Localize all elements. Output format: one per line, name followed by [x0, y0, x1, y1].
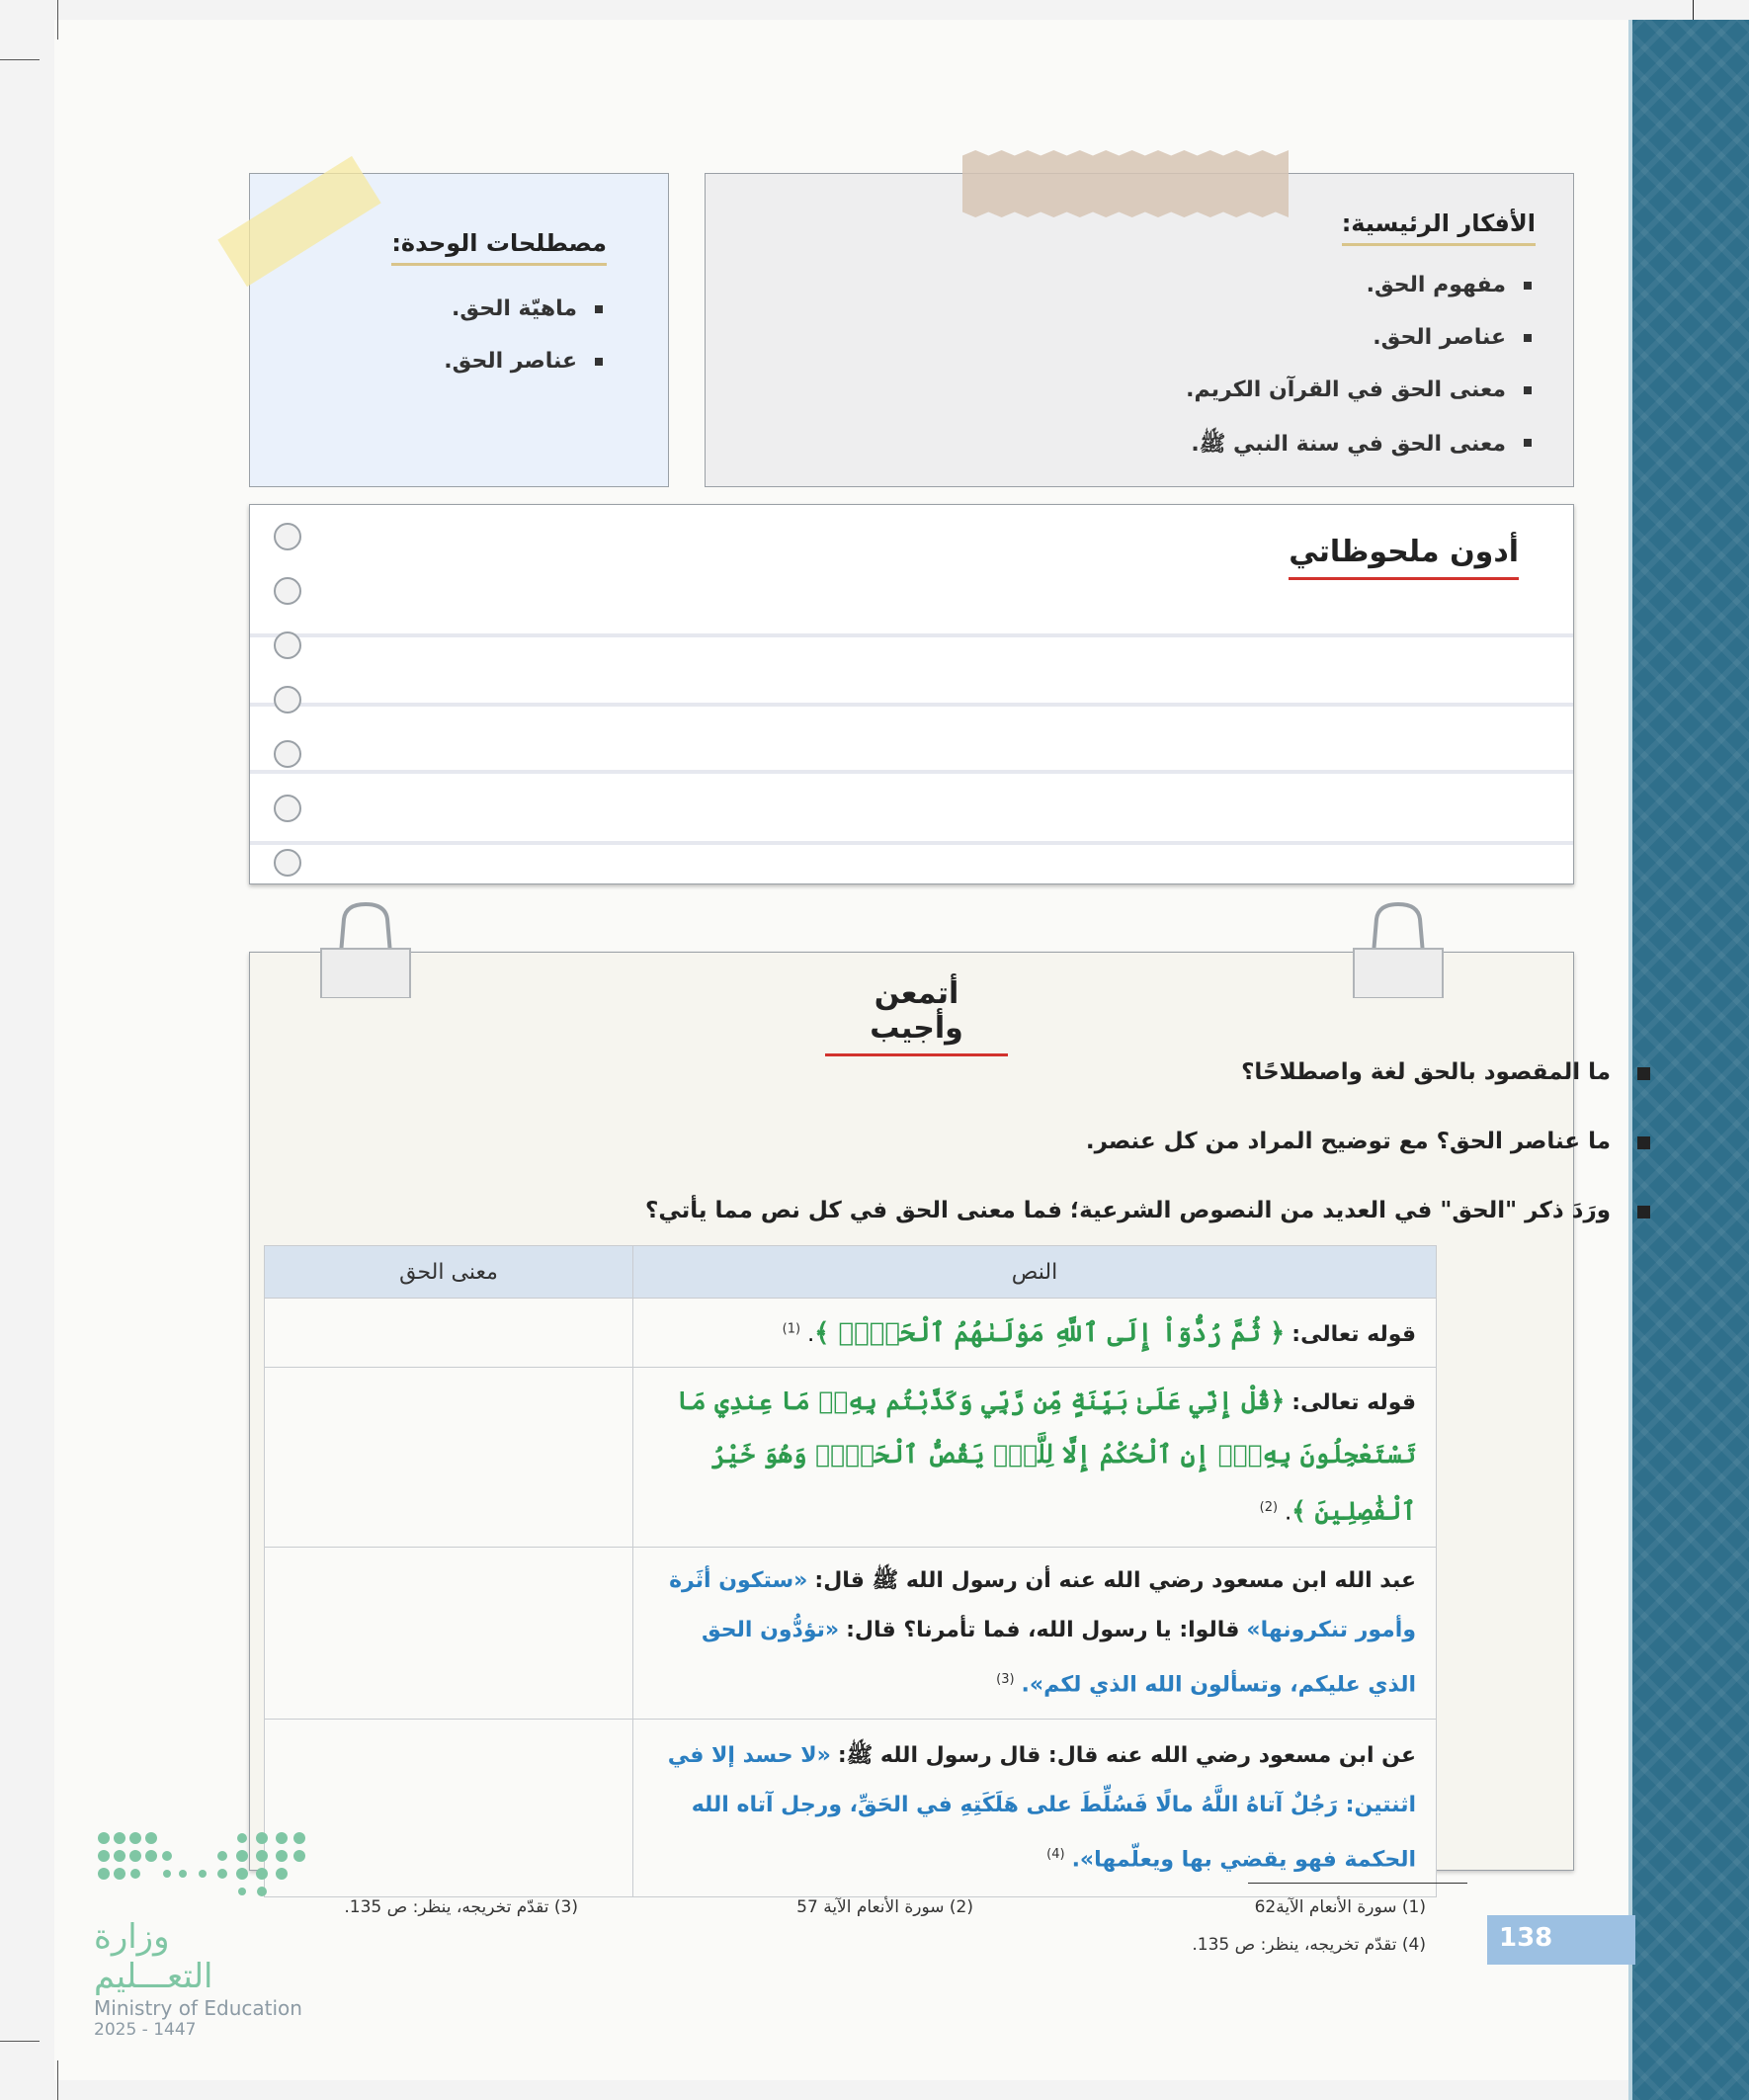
- binder-ring: [274, 523, 301, 550]
- quran-verse: ﴿ ثُمَّ رُدُّوٓاْ إِلَى ٱللَّهِ مَوْلَىٰهُمُ ٱلْحَقِّۚ ﴾: [814, 1317, 1286, 1348]
- unit-terms-box: [249, 173, 669, 487]
- page-number: 138: [1499, 1923, 1553, 1953]
- header-text: النص: [633, 1246, 1437, 1299]
- crop-mark: [57, 0, 58, 40]
- main-ideas-title: الأفكار الرئيسية:: [1342, 210, 1536, 246]
- main-ideas-box: [705, 173, 1574, 487]
- answer-cell[interactable]: [265, 1368, 633, 1548]
- binder-clip: [316, 899, 415, 998]
- notes-box[interactable]: [249, 504, 1574, 884]
- hadith-quote: «ستكون أثَرة وأمور تنكرونها»: [669, 1568, 1416, 1643]
- crop-mark: [0, 59, 40, 60]
- list-item: عناصر الحق.: [444, 349, 607, 374]
- table-row: [265, 1299, 1437, 1368]
- footnote-divider: [1248, 1883, 1467, 1884]
- table-row: [265, 1548, 1437, 1720]
- footnote-2: (2) سورة الأنعام الآية 57: [796, 1897, 973, 1917]
- note-line: [250, 633, 1573, 637]
- hadith-mid: قالوا: يا رسول الله، فما تأمرنا؟ قال:: [846, 1618, 1240, 1643]
- question-2: ما عناصر الحق؟ مع توضيح المراد من كل عنصر.: [1085, 1129, 1611, 1154]
- binder-ring: [274, 849, 301, 877]
- page-number-tab: [1487, 1915, 1635, 1965]
- footnote-3: (3) تقدّم تخريجه، ينظر: ص 135.: [344, 1897, 578, 1917]
- ministry-english: Ministry of Education: [94, 1996, 302, 2020]
- unit-terms-list: [444, 296, 607, 401]
- logo-dots-icon: [94, 1818, 311, 1907]
- ministry-year: 2025 - 1447: [94, 2020, 197, 2040]
- list-item: معنى الحق في سنة النبي ﷺ.: [1186, 430, 1536, 462]
- binder-ring: [274, 577, 301, 605]
- text-cell: [633, 1720, 1437, 1897]
- footnote-4: (4) تقدّم تخريجه، ينظر: ص 135.: [1192, 1935, 1426, 1955]
- list-item: ماهيّة الحق.: [444, 296, 607, 321]
- quran-verse: ﴿قُلْ إِنِّي عَلَىٰ بَيِّنَةٍ مِّن رَّبِّي وَكَذَّبْتُم بِهِۦۚ مَا عِندِي مَا تَسْتَعْجِلُونَ بِهِۦٓۚ إِنِ ٱلْحُكْمُ إِلَّا لِلَّهِۖ يَقُصُّ ٱلْحَقَّۖ وَهُوَ خَيْرُ ٱلْفَٰصِلِينَ ﴾: [677, 1386, 1416, 1526]
- tape-decoration: [962, 150, 1289, 217]
- quote-lead: قوله تعالى:: [1291, 1321, 1416, 1347]
- table-row: [265, 1368, 1437, 1548]
- question-1: ما المقصود بالحق لغة واصطلاحًا؟: [1241, 1059, 1611, 1085]
- footnote-1: (1) سورة الأنعام الآية62: [1254, 1897, 1426, 1917]
- answer-cell[interactable]: [265, 1548, 633, 1720]
- answer-cell[interactable]: [265, 1299, 633, 1368]
- text-cell: قوله تعالى: ﴿ ثُمَّ رُدُّوٓاْ إِلَى ٱللَّهِ مَوْلَىٰهُمُ ٱلْحَقِّۚ ﴾. $^{(1)}$: [633, 1299, 1437, 1368]
- binder-ring: [274, 740, 301, 768]
- notes-title: أدون ملحوظاتي: [1289, 535, 1519, 580]
- hadith-quote: «لا حسد إلا في اثنتين: رَجُلٌ آتاهُ اللَّهُ مالًا فَسُلِّطَ على هَلَكَتِهِ في الحَقِّ، ورجل آتاه الله الحكمة فهو يقضي بها ويعلّمها».: [667, 1743, 1416, 1873]
- note-line: [250, 703, 1573, 707]
- list-item: معنى الحق في القرآن الكريم.: [1186, 378, 1536, 402]
- list-item: مفهوم الحق.: [1186, 273, 1536, 297]
- footnote-ref: (2): [1259, 1500, 1279, 1515]
- hadith-table: [264, 1245, 1437, 1897]
- binder-ring: [274, 686, 301, 714]
- quote-lead: قوله تعالى:: [1291, 1390, 1416, 1415]
- main-ideas-list: [1186, 273, 1536, 489]
- text-cell: قوله تعالى: ﴿قُلْ إِنِّي عَلَىٰ بَيِّنَةٍ مِّن رَّبِّي وَكَذَّبْتُم بِهِۦۚ مَا عِندِي مَا تَسْتَعْجِلُونَ بِهِۦٓۚ إِنِ ٱلْحُكْمُ إِلَّا لِلَّهِۖ يَقُصُّ ٱلْحَقَّۖ وَهُوَ خَيْرُ ٱلْفَٰصِلِينَ ﴾. $^{(2)}$: [633, 1368, 1437, 1548]
- reflect-title: أتمعن وأجيب: [825, 976, 1008, 1056]
- ministry-arabic: وزارة التعـــليم: [94, 1917, 213, 1996]
- hadith-lead: عبد الله ابن مسعود رضي الله عنه أن رسول الله ﷺ قال:: [814, 1568, 1416, 1594]
- header-meaning: معنى الحق: [265, 1246, 633, 1299]
- table-header-row: [265, 1246, 1437, 1299]
- note-line: [250, 841, 1573, 845]
- binder-ring: [274, 631, 301, 659]
- footnote-ref: (3): [996, 1672, 1015, 1688]
- binder-ring: [274, 795, 301, 822]
- hadith-lead: عن ابن مسعود رضي الله عنه قال: قال رسول الله ﷺ:: [837, 1743, 1416, 1769]
- footnote-ref: (4): [1046, 1847, 1065, 1863]
- binder-clip: [1349, 899, 1448, 998]
- note-line: [250, 770, 1573, 774]
- unit-terms-title: مصطلحات الوحدة:: [391, 229, 607, 266]
- table-row: [265, 1720, 1437, 1897]
- footnote-ref: (1): [782, 1321, 801, 1337]
- question-3: ورَدَ ذكر "الحق" في العديد من النصوص الشرعية؛ فما معنى الحق في كل نص مما يأتي؟: [644, 1198, 1611, 1223]
- text-cell: [633, 1548, 1437, 1720]
- decorative-border: [1632, 20, 1749, 2100]
- ministry-logo: [94, 1818, 321, 2040]
- hadith-quote: «تؤدُّون الحق الذي عليكم، وتسألون الله الذي لكم».: [701, 1618, 1416, 1698]
- crop-mark: [57, 2060, 58, 2100]
- crop-mark: [0, 2041, 40, 2042]
- list-item: عناصر الحق.: [1186, 325, 1536, 350]
